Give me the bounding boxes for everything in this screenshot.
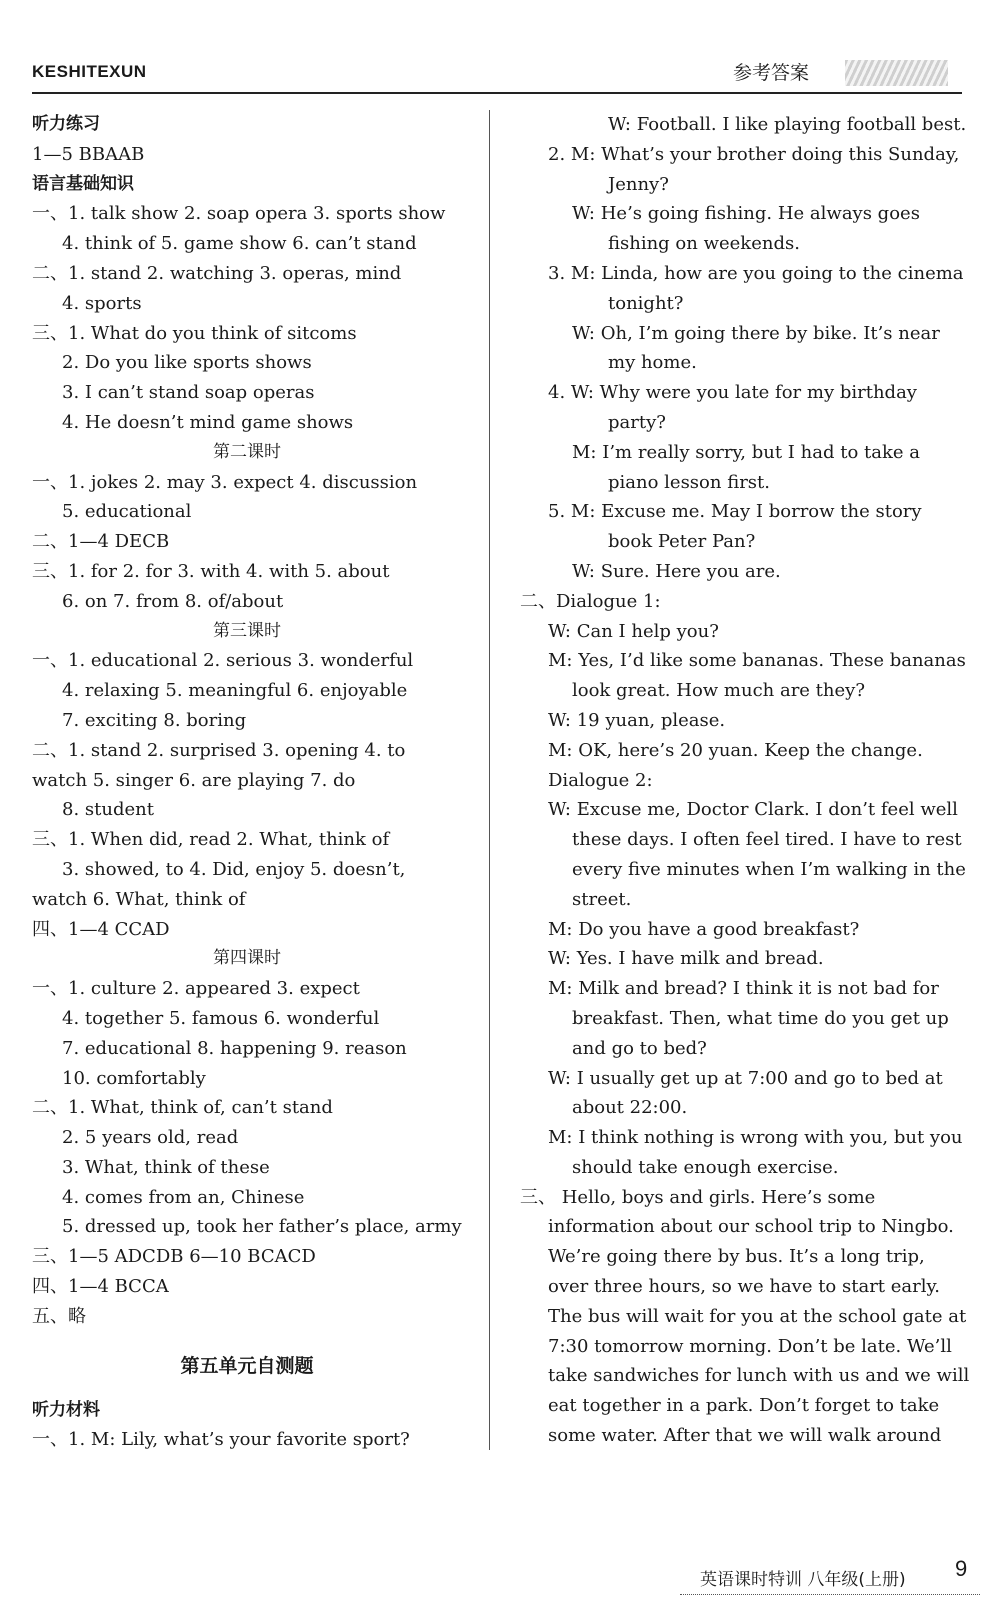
dialogue-line: 4. W: Why were you late for my birthday xyxy=(548,382,917,404)
dialogue-line: 5. M: Excuse me. May I borrow the story xyxy=(548,501,922,523)
dialogue-line: W: Sure. Here you are. xyxy=(572,560,781,582)
answer-line: 7. educational 8. happening 9. reason xyxy=(62,1037,407,1059)
answer-line: 五、略 xyxy=(32,1305,86,1327)
dialogue-line: 3. M: Linda, how are you going to the cinema xyxy=(548,262,964,284)
passage-line: 7:30 tomorrow morning. Don’t be late. We’ll xyxy=(548,1335,952,1357)
dialogue-line: M: I’m really sorry, but I had to take a xyxy=(572,441,920,463)
dialogue-line: W: He’s going fishing. He always goes xyxy=(572,203,920,225)
dialogue-line: W: 19 yuan, please. xyxy=(548,709,726,731)
answer-line: 二、1. stand 2. surprised 3. opening 4. to xyxy=(32,739,406,761)
dialogue-line: party? xyxy=(608,411,666,433)
answer-line: watch 6. What, think of xyxy=(32,888,246,910)
dialogue-line: breakfast. Then, what time do you get up xyxy=(572,1007,949,1029)
footer-book-title: 英语课时特训 八年级(上册) xyxy=(700,1570,906,1590)
dialogue-line: street. xyxy=(572,888,632,910)
passage-line: over three hours, so we have to start early. xyxy=(548,1276,940,1298)
answer-line: 一、1. culture 2. appeared 3. expect xyxy=(32,978,360,1000)
dialogue-line: my home. xyxy=(608,352,697,374)
answer-line: 三、1. When did, read 2. What, think of xyxy=(32,829,390,851)
dialogue-line: M: OK, here’s 20 yuan. Keep the change. xyxy=(548,739,923,761)
answer-line: 四、1—4 BCCA xyxy=(32,1276,169,1298)
answer-line: 四、1—4 CCAD xyxy=(32,918,170,940)
answer-line: 4. think of 5. game show 6. can’t stand xyxy=(62,233,417,255)
passage-line: We’re going there by bus. It’s a long trip, xyxy=(548,1246,925,1268)
dialogue-line: W: Football. I like playing football best. xyxy=(608,114,967,135)
answer-line: 5. educational xyxy=(62,501,192,523)
answer-line: 三、1. What do you think of sitcoms xyxy=(32,322,357,344)
answer-line: 3. What, think of these xyxy=(62,1156,270,1178)
answer-line: 4. He doesn’t mind game shows xyxy=(62,411,354,433)
heading-listening: 听力练习 xyxy=(32,114,100,134)
dialogue-line: about 22:00. xyxy=(572,1097,688,1119)
right-column xyxy=(520,110,970,1451)
dialogue-line: 二、Dialogue 1: xyxy=(520,590,661,612)
dialogue-line: Jenny? xyxy=(608,173,669,195)
decorative-stripe-icon xyxy=(845,60,948,86)
header-rule xyxy=(32,92,962,94)
dialogue-line: W: I usually get up at 7:00 and go to bed at xyxy=(548,1067,943,1089)
dialogue-line: book Peter Pan? xyxy=(608,531,756,553)
lesson-heading: 第四课时 xyxy=(213,948,281,969)
answer-key-tag: 参考答案 xyxy=(733,62,810,84)
answer-line: 一、1. educational 2. serious 3. wonderful xyxy=(32,650,414,672)
answer-line: 2. Do you like sports shows xyxy=(62,352,312,374)
dialogue-line: M: Milk and bread? I think it is not bad for xyxy=(548,978,939,1000)
answer-line: 8. student xyxy=(62,799,154,821)
passage-line: information about our school trip to Ningbo. xyxy=(548,1216,954,1238)
lesson-heading: 第三课时 xyxy=(213,620,281,641)
answer-line: 一、1. jokes 2. may 3. expect 4. discussion xyxy=(32,471,418,493)
left-column xyxy=(32,110,462,1455)
answer-line: 2. 5 years old, read xyxy=(62,1127,239,1149)
dialogue-line: and go to bed? xyxy=(572,1037,707,1059)
brand-label: KESHITEXUN xyxy=(32,62,147,81)
answer-line: 二、1. What, think of, can’t stand xyxy=(32,1097,333,1119)
page-number: 9 xyxy=(955,1556,968,1581)
answer-line: 3. I can’t stand soap operas xyxy=(62,382,315,404)
answer-line: 5. dressed up, took her father’s place, army xyxy=(62,1216,462,1238)
passage-line: eat together in a park. Don’t forget to take xyxy=(548,1395,940,1417)
dialogue-line: look great. How much are they? xyxy=(572,680,865,702)
answer-line: 三、1—5 ADCDB 6—10 BCACD xyxy=(32,1246,316,1268)
dialogue-line: M: Do you have a good breakfast? xyxy=(548,918,860,940)
dialogue-line: M: I think nothing is wrong with you, but you xyxy=(548,1127,963,1149)
answer-line: 三、1. for 2. for 3. with 4. with 5. about xyxy=(32,560,390,582)
answer-line: 1—5 BBAAB xyxy=(32,143,145,165)
dialogue-line: W: Can I help you? xyxy=(548,620,719,642)
dialogue-line: Dialogue 2: xyxy=(548,769,653,791)
answer-line: 一、1. M: Lily, what’s your favorite sport? xyxy=(32,1429,410,1451)
dialogue-line: M: Yes, I’d like some bananas. These bananas xyxy=(548,650,966,672)
lesson-heading: 第二课时 xyxy=(213,441,281,462)
dialogue-line: W: Oh, I’m going there by bike. It’s near xyxy=(572,322,940,344)
passage-line: 三、 Hello, boys and girls. Here’s some xyxy=(520,1186,876,1208)
answer-line: 二、1. stand 2. watching 3. operas, mind xyxy=(32,262,402,284)
dialogue-line: piano lesson first. xyxy=(608,471,770,493)
dialogue-line: these days. I often feel tired. I have to rest xyxy=(572,829,962,851)
section-title: 第五单元自测题 xyxy=(180,1354,314,1377)
answer-line: 二、1—4 DECB xyxy=(32,531,170,553)
dialogue-line: fishing on weekends. xyxy=(608,233,800,255)
passage-line: take sandwiches for lunch with us and we will xyxy=(548,1365,970,1387)
answer-line: 4. together 5. famous 6. wonderful xyxy=(62,1007,380,1029)
dialogue-line: W: Yes. I have milk and bread. xyxy=(548,948,824,970)
heading-listening-material: 听力材料 xyxy=(32,1399,100,1420)
dialogue-line: W: Excuse me, Doctor Clark. I don’t feel well xyxy=(548,799,958,821)
answer-line: 4. relaxing 5. meaningful 6. enjoyable xyxy=(62,680,408,702)
answer-line: 一、1. talk show 2. soap opera 3. sports show xyxy=(32,203,446,225)
dialogue-line: 2. M: What’s your brother doing this Sunday, xyxy=(548,143,960,165)
passage-line: some water. After that we will walk around xyxy=(548,1425,942,1447)
footer-rule xyxy=(680,1594,980,1595)
answer-line: 6. on 7. from 8. of/about xyxy=(62,590,284,612)
answer-line: watch 5. singer 6. are playing 7. do xyxy=(32,769,356,791)
passage-line: The bus will wait for you at the school gate at xyxy=(548,1305,967,1327)
dialogue-line: every five minutes when I’m walking in the xyxy=(572,858,966,880)
dialogue-line: tonight? xyxy=(608,292,684,314)
answer-line: 4. sports xyxy=(62,292,142,314)
answer-line: 3. showed, to 4. Did, enjoy 5. doesn’t, xyxy=(62,858,406,880)
page-header xyxy=(0,0,996,100)
answer-line: 10. comfortably xyxy=(62,1067,206,1089)
answer-line: 4. comes from an, Chinese xyxy=(62,1186,305,1208)
heading-basics: 语言基础知识 xyxy=(32,173,134,194)
dialogue-line: should take enough exercise. xyxy=(572,1156,839,1178)
column-divider xyxy=(489,110,490,1450)
answer-line: 7. exciting 8. boring xyxy=(62,709,247,731)
